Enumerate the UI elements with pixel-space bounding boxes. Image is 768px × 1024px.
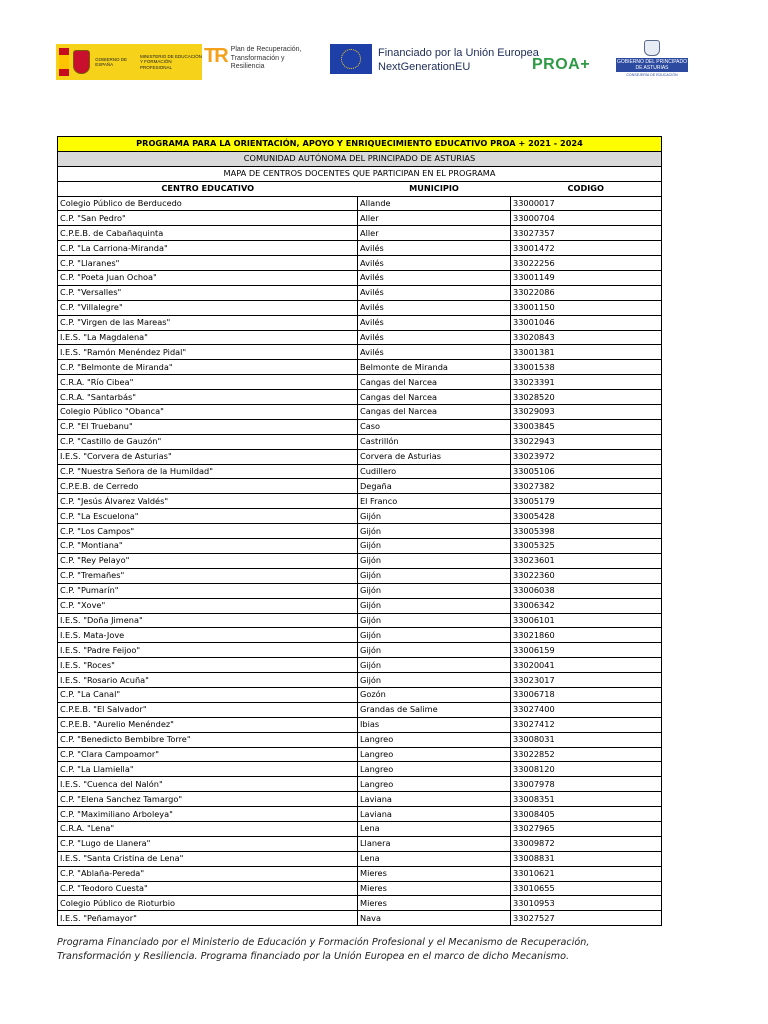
cell-codigo: 33000017 [511, 196, 662, 211]
cell-municipio: Degaña [358, 479, 511, 494]
table-row [58, 896, 662, 911]
spain-flag-icon [59, 48, 69, 76]
table-row [58, 911, 662, 926]
table-row [58, 717, 662, 732]
cell-codigo: 33001538 [511, 360, 662, 375]
cell-codigo: 33010621 [511, 866, 662, 881]
table-row [58, 241, 662, 256]
cell-centro: C.P. "Maximiliano Arboleya" [58, 807, 358, 822]
cell-centro: C.P.E.B. de Cabañaquinta [58, 226, 358, 241]
cell-codigo: 33005179 [511, 494, 662, 509]
cell-municipio: Ibias [358, 717, 511, 732]
cell-centro: I.E.S. "Peñamayor" [58, 911, 358, 926]
prtr-text [231, 46, 320, 72]
centers-table [57, 136, 662, 926]
eu-text-line-1: Financiado por la Unión Europea [378, 47, 539, 59]
cell-codigo: 33027400 [511, 702, 662, 717]
cell-codigo: 33027357 [511, 226, 662, 241]
cell-municipio: Laviana [358, 792, 511, 807]
cell-centro: C.P. "Jesús Álvarez Valdés" [58, 494, 358, 509]
cell-municipio: Gijón [358, 628, 511, 643]
cell-centro: C.P. "Virgen de las Mareas" [58, 315, 358, 330]
column-header-municipio: MUNICIPIO [409, 183, 459, 194]
table-row [58, 568, 662, 583]
cell-codigo: 33022852 [511, 747, 662, 762]
cell-municipio: Cangas del Narcea [358, 375, 511, 390]
cell-codigo: 33027527 [511, 911, 662, 926]
cell-codigo: 33010953 [511, 896, 662, 911]
table-map-row [58, 166, 662, 181]
table-row [58, 851, 662, 866]
cell-centro: C.P. "La Canal" [58, 687, 358, 702]
cell-centro: C.P. "La Llamiella" [58, 762, 358, 777]
cell-centro: C.P. "Versalles" [58, 285, 358, 300]
table-row [58, 613, 662, 628]
cell-municipio: Gijón [358, 613, 511, 628]
cell-codigo: 33005398 [511, 524, 662, 539]
program-title: PROGRAMA PARA LA ORIENTACIÓN, APOYO Y ENRIQUECIMIENTO EDUCATIVO PROA + 2021 - 2024 [58, 137, 662, 152]
eu-flag-icon [330, 44, 372, 74]
cell-codigo: 33020041 [511, 658, 662, 673]
table-title-row [58, 137, 662, 152]
table-row [58, 687, 662, 702]
prtr-mark-icon [204, 46, 227, 66]
cell-codigo: 33010655 [511, 881, 662, 896]
table-row [58, 643, 662, 658]
principado-asturias-logo [616, 40, 688, 84]
cell-codigo: 33008031 [511, 732, 662, 747]
cell-codigo: 33003845 [511, 419, 662, 434]
table-row [58, 792, 662, 807]
cell-codigo: 33005106 [511, 464, 662, 479]
table-row [58, 747, 662, 762]
cell-centro: C.P. "Poeta Juan Ochoa" [58, 271, 358, 286]
cell-codigo: 33005325 [511, 539, 662, 554]
cell-centro: C.P. "Benedicto Bembibre Torre" [58, 732, 358, 747]
cell-centro: I.E.S. Mata-Jove [58, 628, 358, 643]
cell-codigo: 33027965 [511, 821, 662, 836]
cell-municipio: Avilés [358, 285, 511, 300]
cell-centro: I.E.S. "La Magdalena" [58, 330, 358, 345]
cell-centro: C.P. "Nuestra Señora de la Humildad" [58, 464, 358, 479]
cell-municipio: Langreo [358, 777, 511, 792]
table-row [58, 807, 662, 822]
prtr-mark-text: TR [204, 45, 227, 67]
cell-municipio: Gijón [358, 568, 511, 583]
cell-codigo: 33000704 [511, 211, 662, 226]
table-row [58, 702, 662, 717]
cell-municipio: Mieres [358, 881, 511, 896]
cell-municipio: Gijón [358, 539, 511, 554]
cell-centro: C.P. "Clara Campoamor" [58, 747, 358, 762]
cell-codigo: 33023601 [511, 553, 662, 568]
table-row [58, 330, 662, 345]
cell-municipio: Avilés [358, 315, 511, 330]
table-row [58, 732, 662, 747]
cell-municipio: Aller [358, 211, 511, 226]
column-header-centro: CENTRO EDUCATIVO [58, 181, 358, 196]
cell-centro: Colegio Público de Rioturbio [58, 896, 358, 911]
plan-recuperacion-logo [204, 46, 320, 86]
cell-centro: C.P. "Castillo de Gauzón" [58, 434, 358, 449]
table-row [58, 539, 662, 554]
spain-coat-of-arms-icon [73, 50, 91, 74]
cell-centro: Colegio Público "Obanca" [58, 405, 358, 420]
cell-centro: C.P. "La Carriona-Miranda" [58, 241, 358, 256]
cell-codigo: 33008120 [511, 762, 662, 777]
table-community-row [58, 151, 662, 166]
table-row [58, 479, 662, 494]
cell-municipio: Corvera de Asturias [358, 449, 511, 464]
table-row [58, 256, 662, 271]
cell-centro: C.P.E.B. "El Salvador" [58, 702, 358, 717]
cell-codigo: 33007978 [511, 777, 662, 792]
table-row [58, 777, 662, 792]
cell-centro: I.E.S. "Padre Feijoo" [58, 643, 358, 658]
cell-municipio: Avilés [358, 345, 511, 360]
cell-centro: C.P. "Ablaña-Pereda" [58, 866, 358, 881]
table-row [58, 285, 662, 300]
table-header-row [58, 181, 662, 196]
cell-municipio: Gijón [358, 583, 511, 598]
eu-funding-text [378, 46, 539, 74]
cell-centro: C.P. "Tremañes" [58, 568, 358, 583]
proa-logo-text: PROA+ [532, 56, 591, 73]
cell-codigo: 33008831 [511, 851, 662, 866]
gobierno-espana-logo [56, 44, 202, 80]
table-row [58, 300, 662, 315]
cell-municipio: Cudillero [358, 464, 511, 479]
table-row [58, 509, 662, 524]
cell-municipio: Langreo [358, 762, 511, 777]
cell-municipio: Aller [358, 226, 511, 241]
asturias-consejeria-text: CONSEJERÍA DE EDUCACIÓN [626, 73, 678, 77]
cell-codigo: 33029093 [511, 405, 662, 420]
ministry-text: MINISTERIO DE EDUCACIÓN Y FORMACIÓN PROFESIONAL [139, 53, 202, 70]
cell-codigo: 33020843 [511, 330, 662, 345]
cell-centro: C.P. "Llaranes" [58, 256, 358, 271]
cell-centro: I.E.S. "Ramón Menéndez Pidal" [58, 345, 358, 360]
cell-centro: C.R.A. "Río Cibea" [58, 375, 358, 390]
table-row [58, 315, 662, 330]
asturias-government-text: GOBIERNO DEL PRINCIPADO DE ASTURIAS [616, 59, 687, 71]
cell-centro: C.P. "Villalegre" [58, 300, 358, 315]
asturias-crest-icon [644, 40, 660, 56]
cell-centro: C.R.A. "Lena" [58, 821, 358, 836]
proa-logo [532, 56, 602, 96]
cell-codigo: 33023017 [511, 673, 662, 688]
cell-centro: I.E.S. "Santa Cristina de Lena" [58, 851, 358, 866]
cell-centro: C.P.E.B. de Cerredo [58, 479, 358, 494]
cell-centro: C.P. "Rey Pelayo" [58, 553, 358, 568]
cell-municipio: Mieres [358, 866, 511, 881]
cell-municipio: Allande [358, 196, 511, 211]
cell-municipio: Mieres [358, 896, 511, 911]
cell-municipio: Gijón [358, 643, 511, 658]
cell-codigo: 33009872 [511, 836, 662, 851]
prtr-text-line-1: Plan de Recuperación, [230, 46, 302, 53]
cell-municipio: Belmonte de Miranda [358, 360, 511, 375]
cell-municipio: Castrillón [358, 434, 511, 449]
cell-municipio: Avilés [358, 330, 511, 345]
cell-centro: C.P. "San Pedro" [58, 211, 358, 226]
column-header-codigo: CODIGO [511, 181, 662, 196]
table-row [58, 211, 662, 226]
gov-text: GOBIERNO DE ESPAÑA [95, 56, 127, 67]
cell-municipio: Cangas del Narcea [358, 390, 511, 405]
cell-codigo: 33001149 [511, 271, 662, 286]
cell-municipio: Caso [358, 419, 511, 434]
cell-codigo: 33005428 [511, 509, 662, 524]
cell-municipio: Gijón [358, 598, 511, 613]
logos-header [0, 40, 768, 84]
cell-centro: C.P. "Lugo de Llanera" [58, 836, 358, 851]
cell-municipio: Lena [358, 851, 511, 866]
cell-centro: C.P. "Teodoro Cuesta" [58, 881, 358, 896]
table-row [58, 345, 662, 360]
table-row [58, 762, 662, 777]
table-row [58, 598, 662, 613]
cell-codigo: 33022256 [511, 256, 662, 271]
cell-codigo: 33001150 [511, 300, 662, 315]
eu-text-line-2: NextGenerationEU [378, 61, 471, 73]
cell-codigo: 33027412 [511, 717, 662, 732]
cell-codigo: 33006101 [511, 613, 662, 628]
cell-centro: C.P. "La Escuelona" [58, 509, 358, 524]
table-row [58, 524, 662, 539]
table-row [58, 405, 662, 420]
cell-codigo: 33006038 [511, 583, 662, 598]
table-row [58, 464, 662, 479]
cell-municipio: Grandas de Salime [358, 702, 511, 717]
cell-municipio: Nava [358, 911, 511, 926]
cell-municipio: Langreo [358, 747, 511, 762]
cell-codigo: 33008405 [511, 807, 662, 822]
cell-municipio: El Franco [358, 494, 511, 509]
cell-centro: I.E.S. "Doña Jimena" [58, 613, 358, 628]
cell-municipio: Gijón [358, 553, 511, 568]
cell-municipio: Avilés [358, 256, 511, 271]
cell-codigo: 33006159 [511, 643, 662, 658]
table-row [58, 658, 662, 673]
table-row [58, 866, 662, 881]
table-row [58, 271, 662, 286]
cell-codigo: 33001046 [511, 315, 662, 330]
table-row [58, 434, 662, 449]
table-body [58, 196, 662, 926]
cell-centro: I.E.S. "Rosario Acuña" [58, 673, 358, 688]
cell-municipio: Llanera [358, 836, 511, 851]
cell-codigo: 33028520 [511, 390, 662, 405]
prtr-text-line-2: Transformación y Resiliencia [230, 54, 285, 70]
table-row [58, 628, 662, 643]
table-row [58, 836, 662, 851]
table-row [58, 390, 662, 405]
cell-municipio: Avilés [358, 271, 511, 286]
cell-centro: C.P. "Los Campos" [58, 524, 358, 539]
table-row [58, 226, 662, 241]
eu-stars-icon [341, 49, 361, 69]
cell-municipio: Langreo [358, 732, 511, 747]
table-row [58, 375, 662, 390]
cell-centro: C.P. "Belmonte de Miranda" [58, 360, 358, 375]
cell-centro: C.R.A. "Santarbás" [58, 390, 358, 405]
table-row [58, 881, 662, 896]
cell-codigo: 33023972 [511, 449, 662, 464]
cell-municipio: Gozón [358, 687, 511, 702]
cell-codigo: 33006718 [511, 687, 662, 702]
cell-codigo: 33023391 [511, 375, 662, 390]
table-row [58, 419, 662, 434]
cell-municipio: Gijón [358, 673, 511, 688]
table-row [58, 494, 662, 509]
cell-codigo: 33001381 [511, 345, 662, 360]
table-row [58, 360, 662, 375]
cell-codigo: 33022086 [511, 285, 662, 300]
cell-municipio: Gijón [358, 509, 511, 524]
cell-centro: C.P. "Xove" [58, 598, 358, 613]
funding-footer-note: Programa Financiado por el Ministerio de Educación y Formación Profesional y el Mecanismo de Recuperación, Transformación y Resiliencia. Programa financiado por la Unión Europea en el marco de dicho Mecanismo. [57, 937, 590, 962]
cell-municipio: Cangas del Narcea [358, 405, 511, 420]
cell-centro: C.P. "Montiana" [58, 539, 358, 554]
cell-municipio: Laviana [358, 807, 511, 822]
cell-centro: C.P. "Elena Sanchez Tamargo" [58, 792, 358, 807]
map-title: MAPA DE CENTROS DOCENTES QUE PARTICIPAN EN EL PROGRAMA [58, 166, 662, 181]
table-row [58, 553, 662, 568]
table-row [58, 821, 662, 836]
cell-centro: I.E.S. "Corvera de Asturias" [58, 449, 358, 464]
cell-centro: I.E.S. "Cuenca del Nalón" [58, 777, 358, 792]
cell-municipio: Avilés [358, 241, 511, 256]
cell-centro: Colegio Público de Berducedo [58, 196, 358, 211]
cell-municipio: Gijón [358, 524, 511, 539]
table-row [58, 449, 662, 464]
cell-centro: C.P. "Pumarín" [58, 583, 358, 598]
cell-municipio: Gijón [358, 658, 511, 673]
cell-codigo: 33027382 [511, 479, 662, 494]
cell-municipio: Lena [358, 821, 511, 836]
cell-centro: C.P. "El Truebanu" [58, 419, 358, 434]
cell-municipio: Avilés [358, 300, 511, 315]
table-row [58, 673, 662, 688]
cell-centro: I.E.S. "Roces" [58, 658, 358, 673]
cell-centro: C.P.E.B. "Aurelio Menéndez" [58, 717, 358, 732]
cell-codigo: 33006342 [511, 598, 662, 613]
cell-codigo: 33021860 [511, 628, 662, 643]
cell-codigo: 33022943 [511, 434, 662, 449]
cell-codigo: 33008351 [511, 792, 662, 807]
cell-codigo: 33001472 [511, 241, 662, 256]
cell-codigo: 33022360 [511, 568, 662, 583]
community-title: COMUNIDAD AUTÓNOMA DEL PRINCIPADO DE ASTURIAS [58, 151, 662, 166]
table-row [58, 583, 662, 598]
table-row [58, 196, 662, 211]
